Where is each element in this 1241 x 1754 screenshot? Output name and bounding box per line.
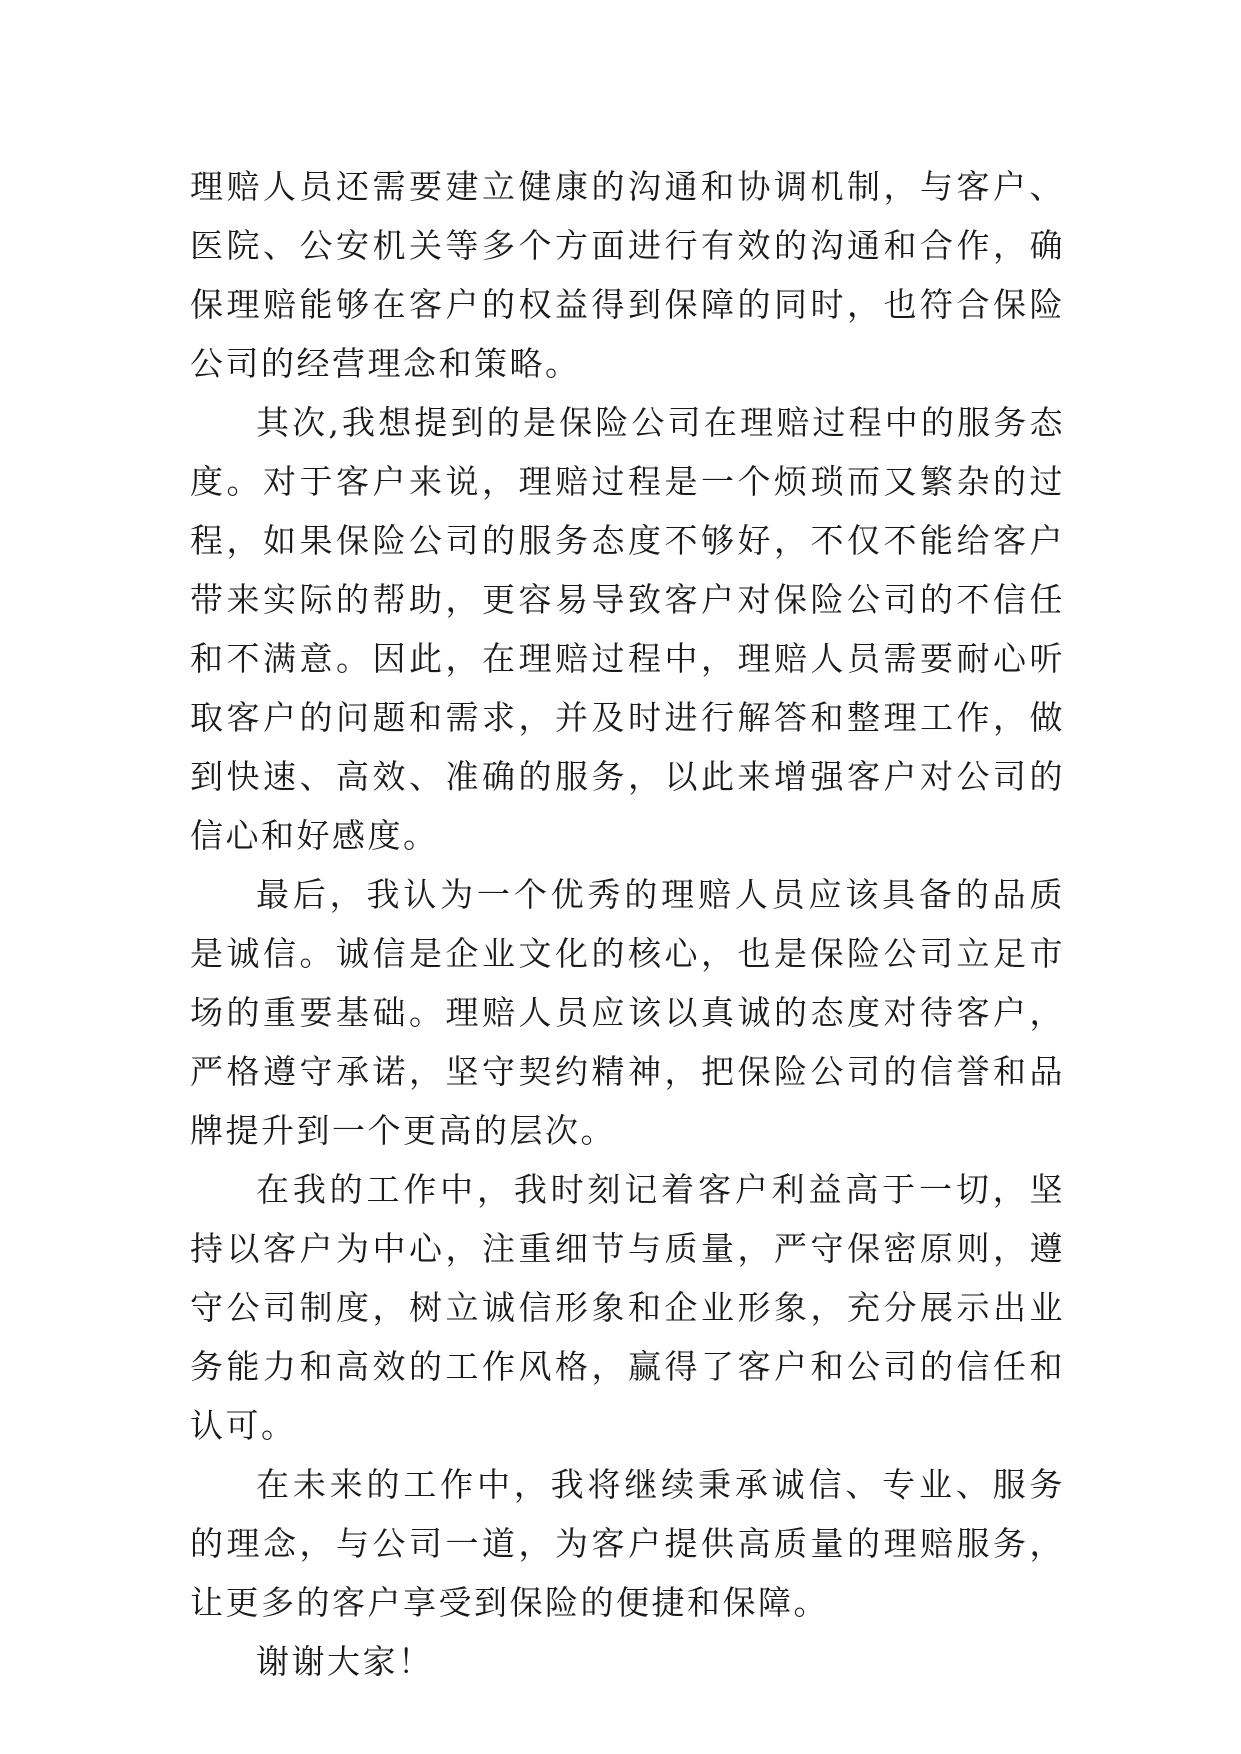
paragraph-1: 理赔人员还需要建立健康的沟通和协调机制，与客户、医院、公安机关等多个方面进行有效的沟通和合作，确保理赔能够在客户的权益得到保障的同时，也符合保险公司的经营理念和策略。 (190, 167, 1065, 383)
paragraph-3: 最后，我认为一个优秀的理赔人员应该具备的品质是诚信。诚信是企业文化的核心，也是保险公司立足市场的重要基础。理赔人员应该以真诚的态度对待客户，严格遵守承诺，坚守契约精神，把保险公司的信誉和品牌提升到一个更高的层次。 (190, 875, 1065, 1150)
paragraph-5: 在未来的工作中，我将继续秉承诚信、专业、服务的理念，与公司一道，为客户提供高质量的理赔服务，让更多的客户享受到保险的便捷和保障。 (190, 1465, 1065, 1622)
document-body (190, 157, 1065, 1691)
closing-line: 谢谢大家！ (256, 1642, 434, 1681)
paragraph-4: 在我的工作中，我时刻记着客户利益高于一切，坚持以客户为中心，注重细节与质量，严守保密原则，遵守公司制度，树立诚信形象和企业形象，充分展示出业务能力和高效的工作风格，赢得了客户和公司的信任和认可。 (190, 1170, 1065, 1445)
paragraph-2: 其次,我想提到的是保险公司在理赔过程中的服务态度。对于客户来说，理赔过程是一个烦琐而又繁杂的过程，如果保险公司的服务态度不够好，不仅不能给客户带来实际的帮助，更容易导致客户对保险公司的不信任和不满意。因此，在理赔过程中，理赔人员需要耐心听取客户的问题和需求，并及时进行解答和整理工作，做到快速、高效、准确的服务，以此来增强客户对公司的信心和好感度。 (190, 403, 1065, 855)
